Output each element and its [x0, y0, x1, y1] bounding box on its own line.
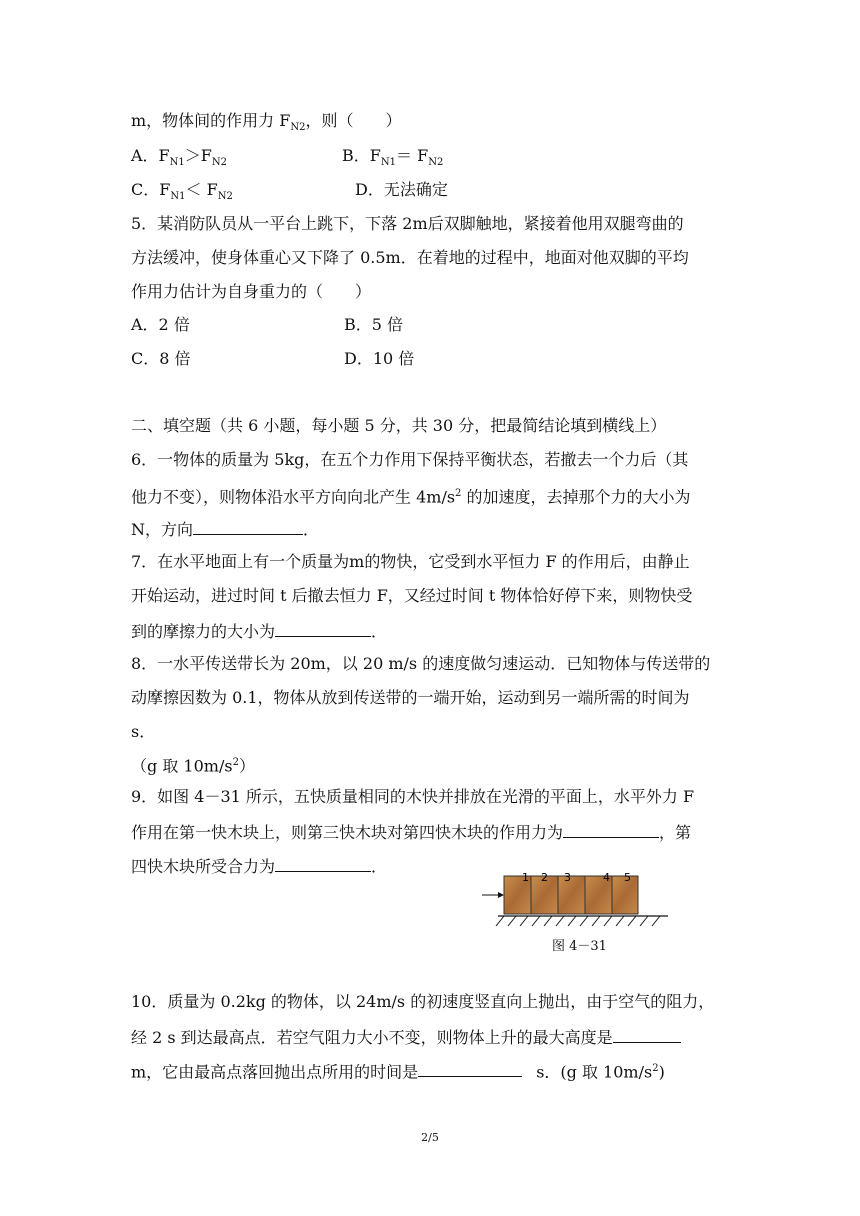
block-label-5: 5	[624, 871, 631, 884]
answer-blank[interactable]	[563, 821, 659, 838]
q5-line-1: 5．某消防队员从一平台上跳下，下落 2m后双脚触地，紧接着他用双腿弯曲的	[131, 214, 684, 233]
superscript: 2	[232, 757, 239, 768]
q6-line-2	[131, 484, 691, 507]
subscript: N2	[290, 122, 306, 134]
subscript: N1	[169, 157, 185, 169]
q5-option-a: A．2 倍	[131, 315, 190, 334]
text: B．F	[342, 146, 381, 165]
text: （g 取 10m/s	[131, 756, 233, 776]
text: m，它由最高点落回抛出点所用的时间是	[131, 1062, 419, 1082]
block-label-2: 2	[541, 871, 548, 884]
q7-line-1: 7．在水平地面上有一个质量为m的物快，它受到水平恒力 F 的作用后，由静止	[131, 552, 690, 571]
q10-line-1: 10．质量为 0.2kg 的物体，以 24m/s 的初速度竖直向上抛出，由于空气的阻力，	[131, 992, 715, 1011]
text: ）	[238, 756, 255, 776]
q7-line-2: 开始运动，进过时间 t 后撤去恒力 F，又经过时间 t 物体恰好停下来，则物快受	[131, 586, 693, 605]
text: ．	[303, 520, 320, 539]
q9-line-1: 9．如图 4－31 所示，五快质量相同的木快并排放在光滑的平面上，水平外力 F	[131, 787, 695, 806]
answer-blank[interactable]	[275, 620, 371, 637]
subscript: N1	[170, 191, 186, 203]
text: ＝ F	[396, 146, 429, 165]
q9-line-2	[131, 821, 691, 843]
subscript: N2	[428, 157, 444, 169]
answer-blank[interactable]	[418, 1060, 522, 1077]
text: 他力不变），则物体沿水平方向向北产生 4m/s	[131, 487, 456, 507]
subscript: N1	[380, 157, 396, 169]
block-3	[558, 876, 585, 914]
text: N，方向	[131, 520, 194, 539]
text: 到的摩擦力的大小为	[131, 622, 276, 641]
figure-caption: 图 4－31	[552, 939, 607, 954]
text: ．	[371, 857, 388, 876]
q7-line-3	[131, 620, 387, 642]
q10-line-3	[131, 1059, 665, 1082]
block-label-1: 1	[522, 871, 529, 884]
ground-hatching	[496, 916, 660, 926]
q6-line-1: 6．一物体的质量为 5kg，在五个力作用下保持平衡状态，若撤去一个力后（其	[131, 450, 689, 469]
text: C．F	[131, 180, 171, 199]
text: 经 2 s 到达最高点．若空气阻力大小不变，则物体上升的最大高度是	[131, 1028, 613, 1047]
q4-option-c	[131, 180, 233, 207]
figure-4-31	[478, 866, 678, 936]
q8-line-2: 动摩擦因数为 0.1，物体从放到传送带的一端开始，运动到另一端所需的时间为	[131, 688, 690, 707]
text: 四快木块所受合力为	[131, 857, 276, 876]
subscript: N2	[211, 157, 228, 169]
q9-line-3	[131, 855, 387, 877]
text: 的加速度，去掉那个力的大小为	[461, 487, 691, 507]
answer-blank[interactable]	[193, 518, 303, 535]
text: m，物体间的作用力 F	[131, 111, 291, 130]
q4-option-b	[342, 146, 443, 173]
text: 作用在第一快木块上，则第三快木块对第四快木块的作用力为	[131, 823, 564, 842]
section-2-heading: 二、填空题（共 6 小题，每小题 5 分，共 30 分，把最简结论填到横线上）	[131, 416, 667, 435]
q5-option-c: C．8 倍	[131, 349, 191, 368]
q4-stem-tail	[131, 111, 402, 138]
block-label-3: 3	[564, 871, 571, 884]
q5-option-b: B．5 倍	[344, 315, 404, 334]
q8-line-3: s．	[131, 722, 156, 741]
block-label-4: 4	[603, 871, 610, 884]
page-number: 2/5	[421, 1131, 439, 1144]
text: ＜ F	[185, 180, 218, 199]
q10-line-2	[131, 1026, 681, 1048]
text: )	[658, 1062, 665, 1082]
q8-line-1: 8．一水平传送带长为 20m，以 20 m/s 的速度做匀速运动．已知物体与传送带的	[131, 654, 711, 673]
q5-option-d: D．10 倍	[344, 349, 415, 368]
superscript: 2	[652, 1063, 659, 1074]
force-arrow-head	[498, 892, 504, 898]
q5-line-3: 作用力估计为自身重力的（ ）	[131, 282, 372, 301]
q5-line-2: 方法缓冲，使身体重心又下降了 0.5m．在着地的过程中，地面对他双脚的平均	[131, 248, 689, 267]
superscript: 2	[455, 488, 462, 499]
text: ＞F	[184, 146, 212, 165]
subscript: N2	[217, 191, 233, 203]
text: A．F	[131, 146, 170, 165]
q8-line-4	[131, 753, 255, 776]
text: ．	[371, 622, 388, 641]
text: ，则（ ）	[305, 111, 402, 130]
q4-option-d: D．无法确定	[355, 180, 448, 199]
q4-option-a	[131, 146, 227, 173]
text: s．(g 取 10m/s	[536, 1062, 653, 1082]
text: ，第	[659, 823, 692, 842]
q6-line-3	[131, 518, 319, 540]
answer-blank[interactable]	[613, 1026, 681, 1043]
answer-blank[interactable]	[275, 855, 371, 872]
